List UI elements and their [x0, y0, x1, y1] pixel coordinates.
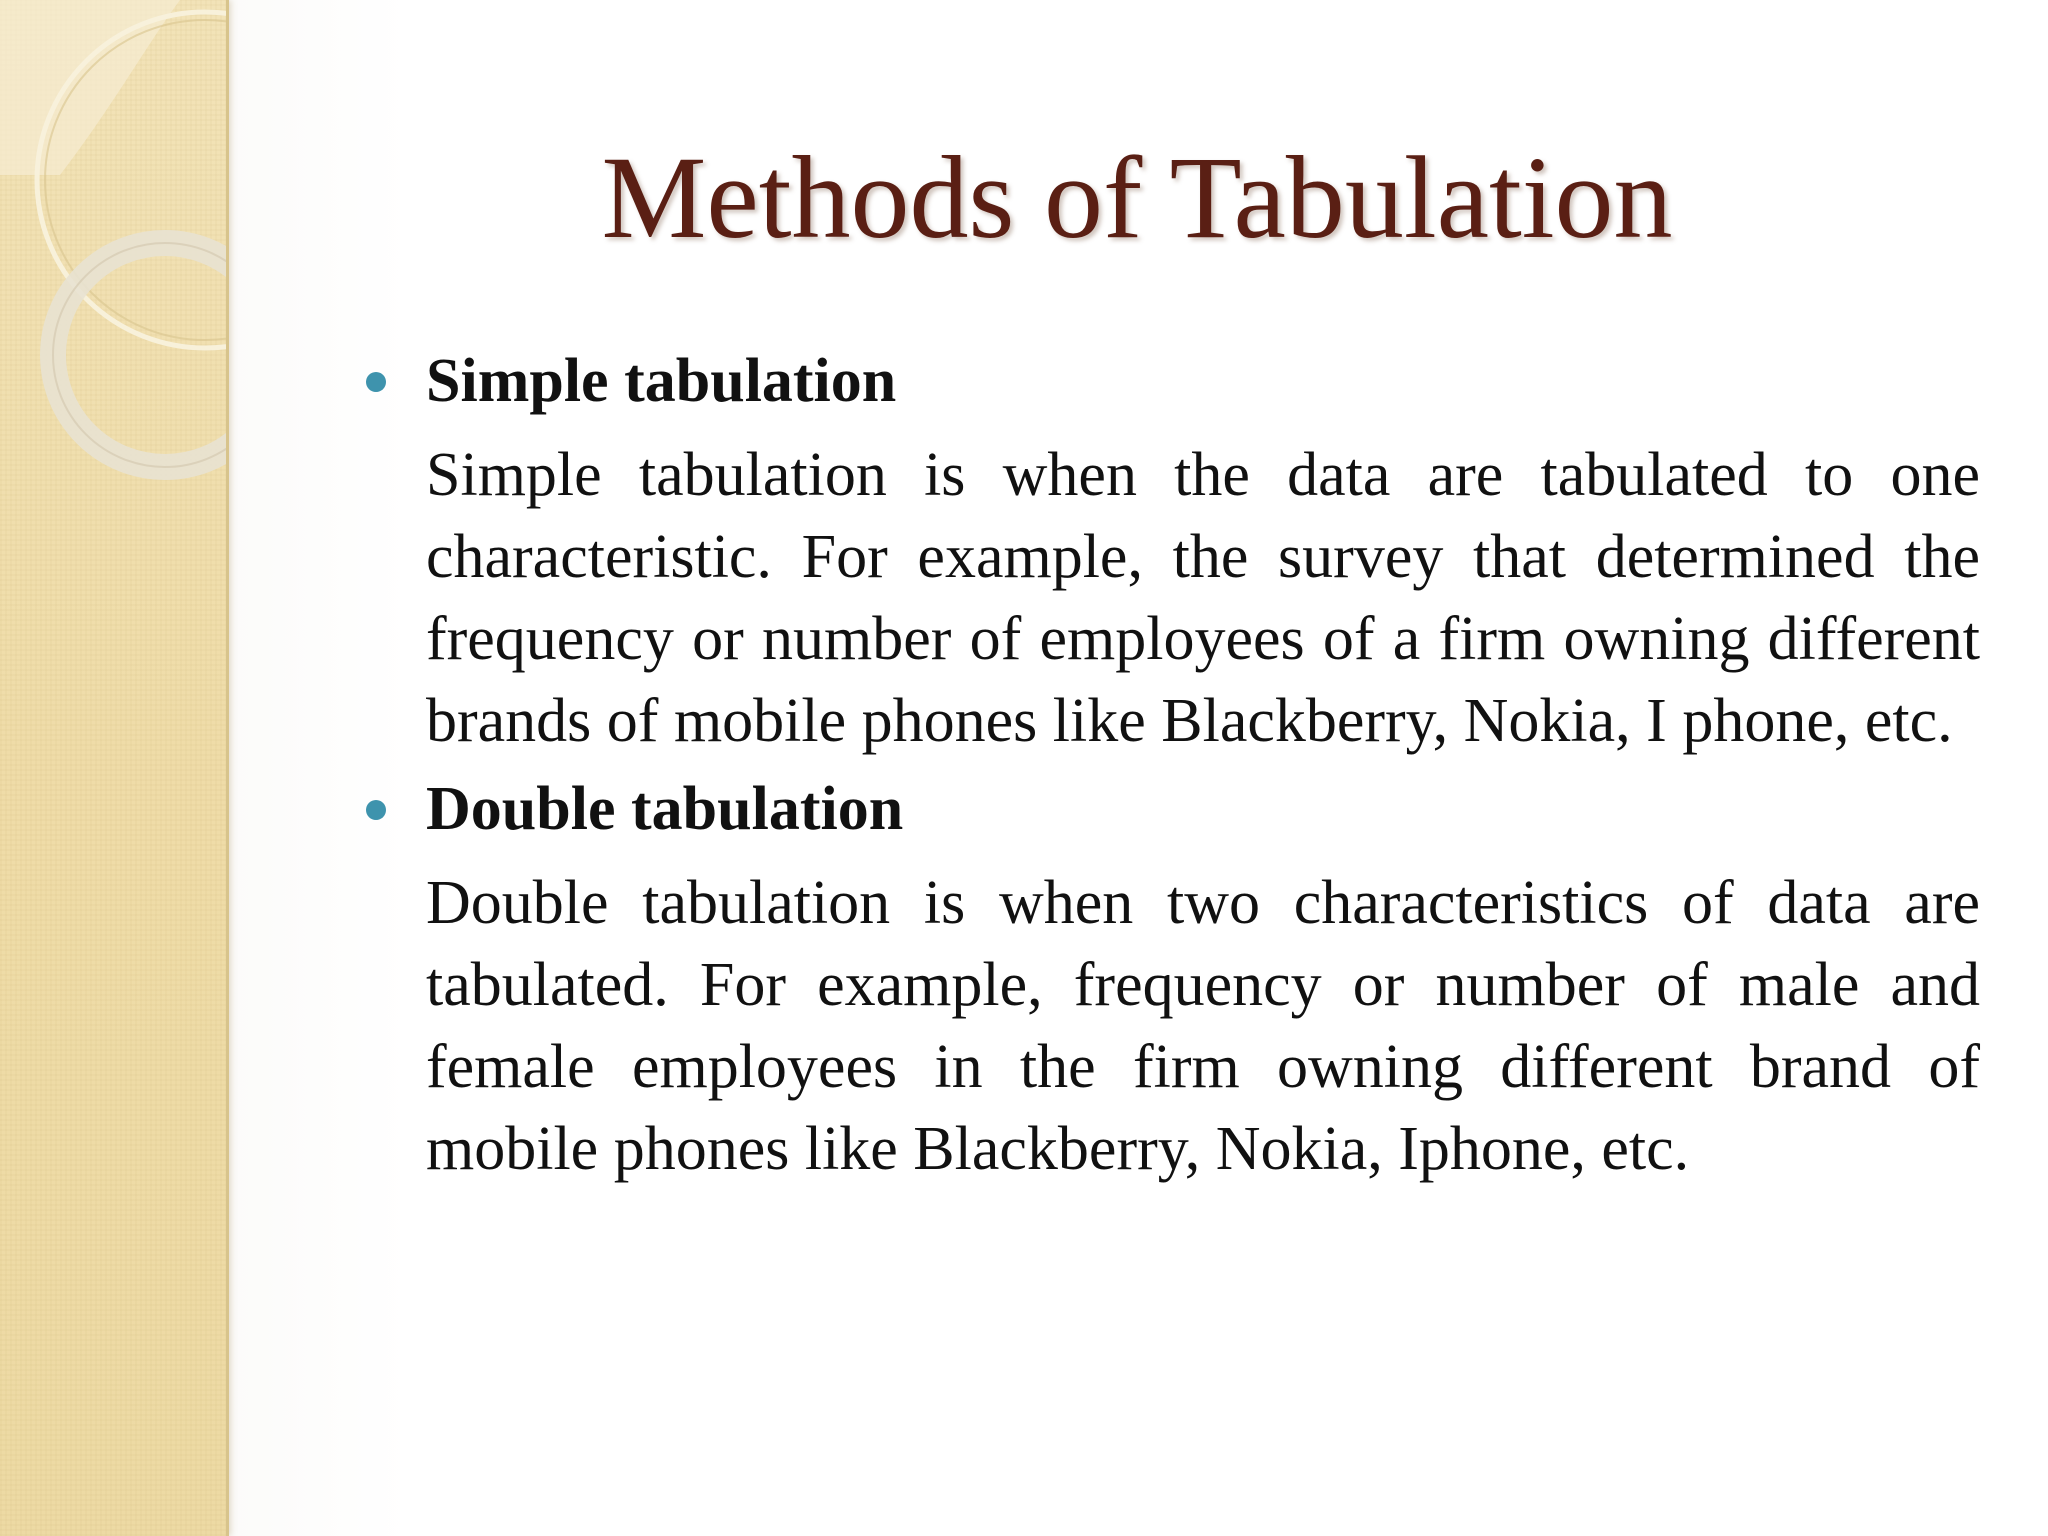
bullet-heading: Double tabulation — [426, 775, 904, 843]
decorative-side-band — [0, 0, 229, 1536]
decorative-rings-icon — [0, 0, 226, 520]
slide-title: Methods of Tabulation — [601, 132, 1673, 263]
list-item — [352, 340, 1980, 762]
bullet-description: Simple tabulation is when the data are tabulated to one characteristic. For example, the survey that determined the frequency or number of employees of a firm owning different brands of mobile phones like Blackberry, Nokia, I phone, etc. — [426, 441, 1980, 755]
bullet-heading: Simple tabulation — [426, 347, 897, 415]
bullet-dot-icon — [366, 372, 386, 392]
list-item — [352, 768, 1980, 1190]
bullet-heading-row — [352, 340, 1980, 422]
bullet-dot-icon — [366, 800, 386, 820]
bullet-heading-row — [352, 768, 1980, 850]
bullet-list — [352, 340, 1980, 1190]
bullet-description: Double tabulation is when two characteristics of data are tabulated. For example, frequency or number of male and female employees in the firm owning different brand of mobile phones like Blackberry, Nokia, Iphone, etc. — [426, 869, 1980, 1183]
